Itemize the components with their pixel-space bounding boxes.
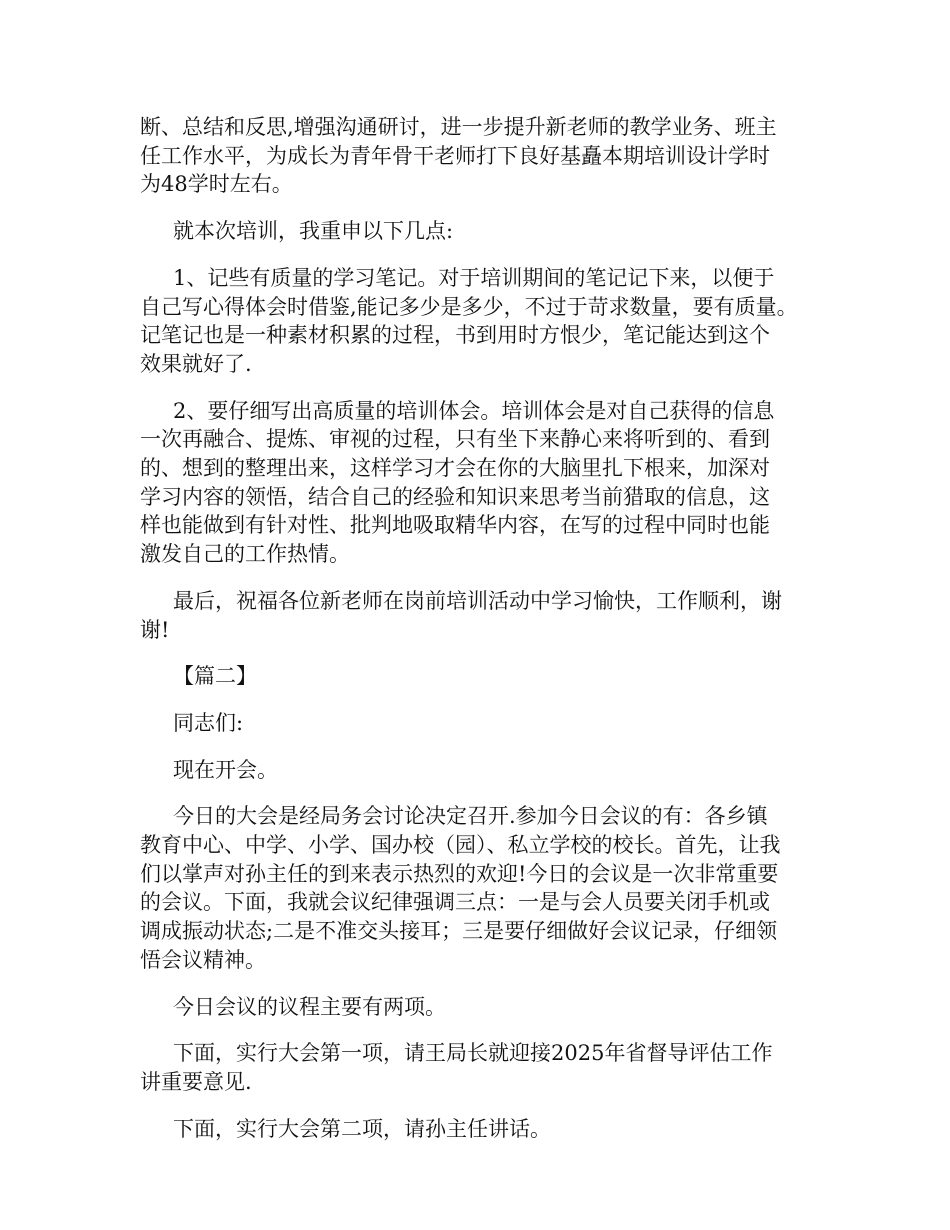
paragraph-item-2 — [140, 1115, 820, 1144]
paragraph-section-heading — [140, 662, 820, 691]
paragraph-closing-wish — [140, 587, 820, 644]
paragraph-item-1 — [140, 1039, 820, 1096]
paragraph-line: 今日会议的议程主要有两项。 — [173, 994, 446, 1019]
paragraph-line: 为48学时左右。 — [140, 172, 293, 197]
paragraph-line: 一次再融合、提炼、审视的过程，只有坐下来静心来将听到的、看到 — [140, 427, 770, 452]
paragraph-line: 激发自己的工作热情。 — [140, 542, 350, 567]
paragraph-intro-points — [140, 217, 820, 246]
paragraph-line: 下面，实行大会第一项，请王局长就迎接2025年省督导评估工作 — [173, 1041, 773, 1066]
document-body — [140, 113, 820, 1143]
paragraph-agenda — [140, 993, 820, 1022]
paragraph-line: 现在开会。 — [173, 757, 278, 782]
paragraph-line: 记笔记也是一种素材积累的过程，书到用时方恨少，笔记能达到这个 — [140, 323, 770, 348]
paragraph-point-2 — [140, 397, 820, 569]
paragraph-line: 们以掌声对孙主任的到来表示热烈的欢迎!今日的会议是一次非常重要 — [140, 861, 779, 886]
paragraph-line: 的会议。下面，我就会议纪律强调三点：一是与会人员要关闭手机或 — [140, 890, 770, 915]
paragraph-line: 【篇二】 — [173, 664, 257, 689]
paragraph-line: 自己写心得体会时借鉴,能记多少是多少，不过于苛求数量，要有质量。 — [140, 294, 798, 319]
paragraph-line: 1、记些有质量的学习笔记。对于培训期间的笔记记下来，以便于 — [173, 265, 775, 290]
paragraph-line: 最后，祝福各位新老师在岗前培训活动中学习愉快，工作顺利，谢 — [173, 588, 782, 613]
paragraph-line: 讲重要意见. — [140, 1069, 252, 1094]
paragraph-line: 任工作水平，为成长为青年骨干老师打下良好基矗本期培训设计学时 — [140, 143, 770, 168]
paragraph-line: 同志们: — [173, 710, 244, 735]
paragraph-line: 今日的大会是经局务会讨论决定召开.参加今日会议的有：各乡镇 — [173, 804, 768, 829]
paragraph-line: 谢! — [140, 617, 170, 642]
paragraph-line: 调成振动状态;二是不准交头接耳；三是要仔细做好会议记录，仔细领 — [140, 919, 778, 944]
paragraph-line: 学习内容的领悟，结合自己的经验和知识来思考当前猎取的信息，这 — [140, 484, 770, 509]
paragraph-line: 断、总结和反思,增强沟通研讨，进一步提升新老师的教学业务、班主 — [140, 115, 777, 139]
paragraph-salutation — [140, 709, 820, 738]
paragraph-line: 就本次培训，我重申以下几点: — [173, 219, 454, 244]
paragraph-line: 下面，实行大会第二项，请孙主任讲话。 — [173, 1116, 551, 1141]
paragraph-line: 教育中心、中学、小学、国办校（园）、私立学校的校长。首先，让我 — [140, 833, 781, 858]
paragraph-meeting-intro — [140, 802, 820, 974]
paragraph-line: 样也能做到有针对性、批判地吸取精华内容，在写的过程中同时也能 — [140, 513, 770, 538]
paragraph-meeting-open — [140, 756, 820, 785]
paragraph-continuation — [140, 113, 820, 199]
paragraph-point-1 — [140, 264, 820, 379]
paragraph-line: 悟会议精神。 — [140, 947, 266, 972]
paragraph-line: 的、想到的整理出来，这样学习才会在你的大脑里扎下根来，加深对 — [140, 456, 770, 481]
paragraph-line: 2、要仔细写出高质量的培训体会。培训体会是对自己获得的信息 — [173, 398, 775, 423]
paragraph-line: 效果就好了. — [140, 351, 252, 376]
